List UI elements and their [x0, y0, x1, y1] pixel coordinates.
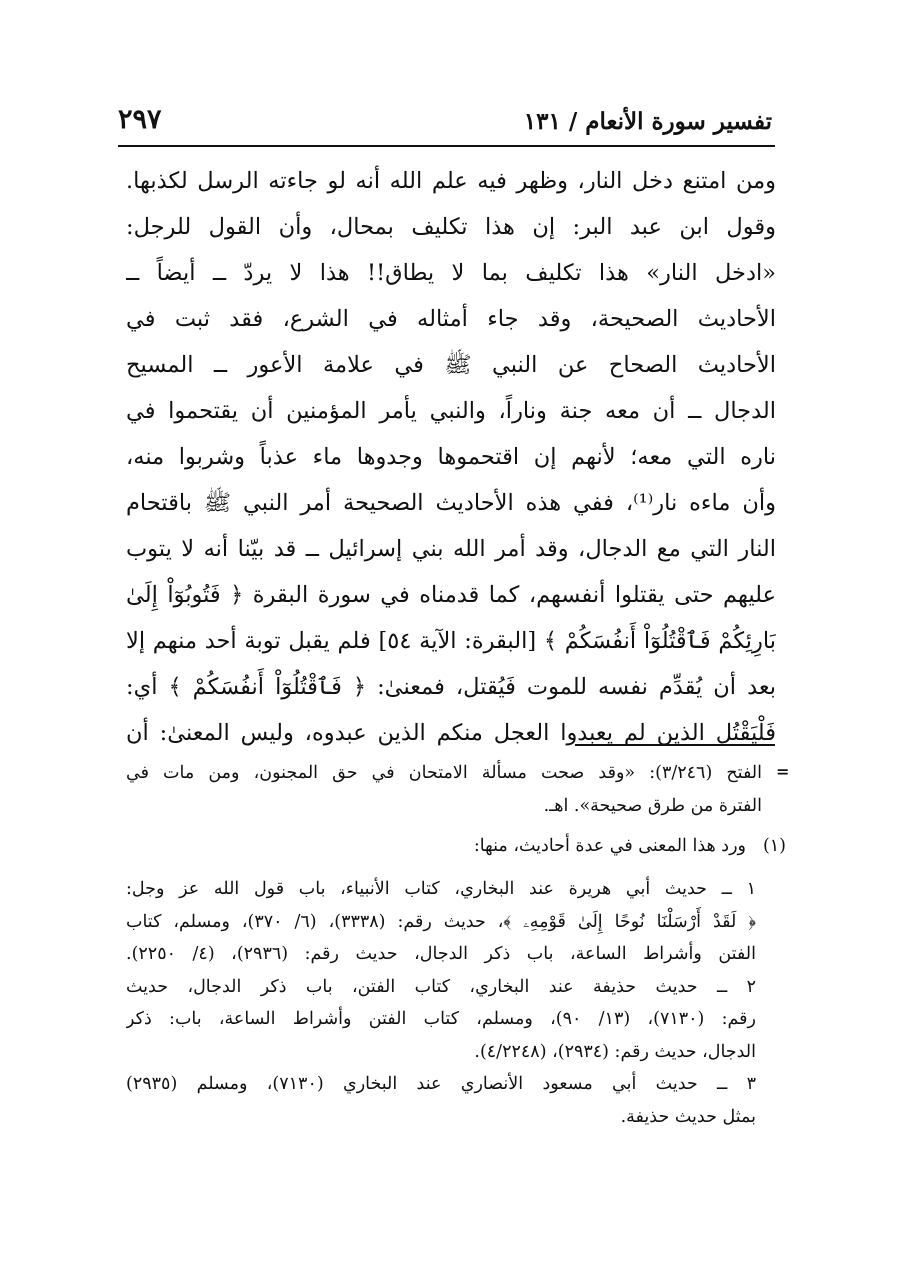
main-text: [126, 158, 776, 756]
main-text-line: وقول ابن عبد البر: إن هذا تكليف بمحال، وأن القول للرجل:: [126, 214, 776, 240]
running-header-title: تفسير سورة الأنعام / ١٣١: [523, 108, 772, 135]
footnote-line: ﴿ لَقَدْ أَرْسَلْنَا نُوحًا إِلَىٰ قَوْمِهِۦ ﴾، حديث رقم: (٣٣٣٨)، (٦/ ٣٧٠)، ومسلم، كتاب: [126, 911, 756, 932]
main-text-line: النار التي مع الدجال، وقد أمر الله بني إسرائيل ــ قد بيّنا أنه لا يتوب: [126, 536, 776, 562]
footnote-line: رقم: (٧١٣٠)، (١٣/ ٩٠)، ومسلم، كتاب الفتن وأشراط الساعة، باب: ذكر: [126, 1009, 756, 1029]
main-text-line: بَارِئِكُمْ فَٱقْتُلُوٓاْ أَنفُسَكُمْ ﴾ [البقرة: الآية ٥٤] فلم يقبل توبة أحد منهم إلا: [126, 628, 776, 654]
main-text-line: الأحاديث الصحيحة، وقد جاء أمثاله في الشرع، فقد ثبت في: [126, 306, 776, 332]
continuation-marker: =: [776, 762, 790, 781]
footnote-line: الفترة من طرق صحيحة». اهـ.: [543, 795, 762, 816]
footnote-number: (١): [762, 836, 786, 856]
footnote-line: ٣ ــ حديث أبي مسعود الأنصاري عند البخاري (٧١٣٠)، ومسلم (٢٩٣٥): [126, 1074, 756, 1094]
main-text-line: عليهم حتى يقتلوا أنفسهم، كما قدمناه في سورة البقرة ﴿ فَتُوبُوٓاْ إِلَىٰ: [126, 582, 776, 608]
main-text-line: وأن ماءه نار⁽¹⁾، ففي هذه الأحاديث الصحيحة أمر النبي ﷺ باقتحام: [126, 490, 776, 516]
footnote-line: ١ ــ حديث أبي هريرة عند البخاري، كتاب الأنبياء، باب قول الله عز وجل:: [126, 879, 756, 899]
page-number: ٢٩٧: [118, 104, 162, 135]
main-text-line: ناره التي معه؛ لأنهم إن اقتحموها وجدوها ماء عذباً وشربوا منه،: [126, 444, 776, 470]
header-rule: [118, 145, 775, 147]
main-text-line: بعد أن يُقدِّم نفسه للموت فَيُقتل، فمعنىٰ: ﴿ فَٱقْتُلُوٓاْ أَنفُسَكُمْ ﴾ أي:: [126, 674, 776, 700]
footnote-line: ٢ ــ حديث حذيفة عند البخاري، كتاب الفتن، باب ذكر الدجال، حديث: [126, 976, 756, 997]
main-text-line: فَلْيَقْتُل الذين لم يعبدوا العجل منكم الذين عبدوه، وليس المعنىٰ: أن: [126, 720, 776, 746]
main-text-line: «ادخل النار» هذا تكليف بما لا يطاق!! هذا لا يردّ ــ أيضاً ــ: [126, 260, 776, 286]
footnote-line: بمثل حديث حذيفة.: [620, 1106, 756, 1127]
footnote-line: الفتن وأشراط الساعة، باب ذكر الدجال، حديث رقم: (٢٩٣٦)، (٤/ ٢٢٥٠).: [126, 944, 756, 964]
main-text-line: الأحاديث الصحاح عن النبي ﷺ في علامة الأعور ــ المسيح: [126, 352, 776, 378]
footnote-line: الفتح (٣/٢٤٦): «وقد صحت مسألة الامتحان في حق المجنون، ومن مات في: [126, 763, 762, 783]
footnote-line: الدجال، حديث رقم: (٢٩٣٤)، (٤/٢٢٤٨).: [474, 1041, 756, 1062]
main-text-line: الدجال ــ أن معه جنة وناراً، والنبي يأمر المؤمنين أن يقتحموا في: [126, 398, 776, 424]
footnote-line: ورد هذا المعنى في عدة أحاديث، منها:: [473, 836, 746, 856]
footnote-separator: [575, 744, 775, 746]
main-text-line: ومن امتنع دخل النار، وظهر فيه علم الله أنه لو جاءته الرسل لكذبها.: [126, 168, 776, 194]
